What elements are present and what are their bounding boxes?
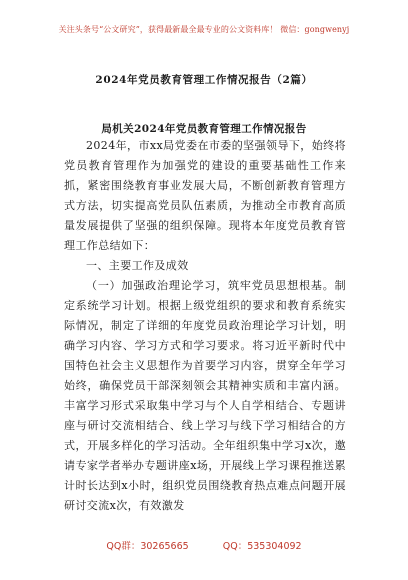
promo-banner: 关注头条号“公文研究”，获得最新最全最专业的公文资料库！ 微信：gongwenyj bbox=[58, 25, 350, 34]
section-title: 局机关2024年党员教育管理工作情况报告 bbox=[101, 123, 307, 135]
contact-footer bbox=[0, 538, 408, 552]
paragraph-intro: 2024年，市xx局党委在市委的坚强领导下，始终将党员教育管理作为加强党的建设的重要基础性工作来抓，紧密围绕教育事业发展大局，不断创新教育管理方式方法，切实提高党员队伍素质，为推动全市教育高质量发展提供了坚强的组织保障。现将本年度党员教育管理工作总结如下： bbox=[64, 139, 346, 252]
paragraph-theory-study: （一）加强政治理论学习，筑牢党员思想根基。制定系统学习计划。根据上级党组织的要求和教育系统实际情况，制定了详细的年度党员政治理论学习计划，明确学习内容、学习方式和学习要求。将习近平新时代中国特色社会主义思想作为首要学习内容，贯穿全年学习始终，确保党员干部深刻领会其精神实质和丰富内涵。丰富学习形式采取集中学习与个人自学相结合、专题讲座与研讨交流相结合、线上学习与线下学习相结合的方式，开展多样化的学习活动。全年组织集中学习x次，邀请专家学者举办专题讲座x场，开展线上学习课程推送累计时长达到x小时，组织党员围绕教育热点难点问题开展研讨交流x次，有效激发 bbox=[64, 279, 346, 512]
qq-group-number: QQ群：30265665 bbox=[106, 541, 189, 552]
qq-number: QQ：535304092 bbox=[222, 541, 302, 552]
document-body bbox=[64, 136, 346, 516]
heading-main-work: 一、主要工作及成效 bbox=[86, 259, 189, 272]
document-title: 2024年党员教育管理工作情况报告（2篇） bbox=[95, 74, 313, 86]
